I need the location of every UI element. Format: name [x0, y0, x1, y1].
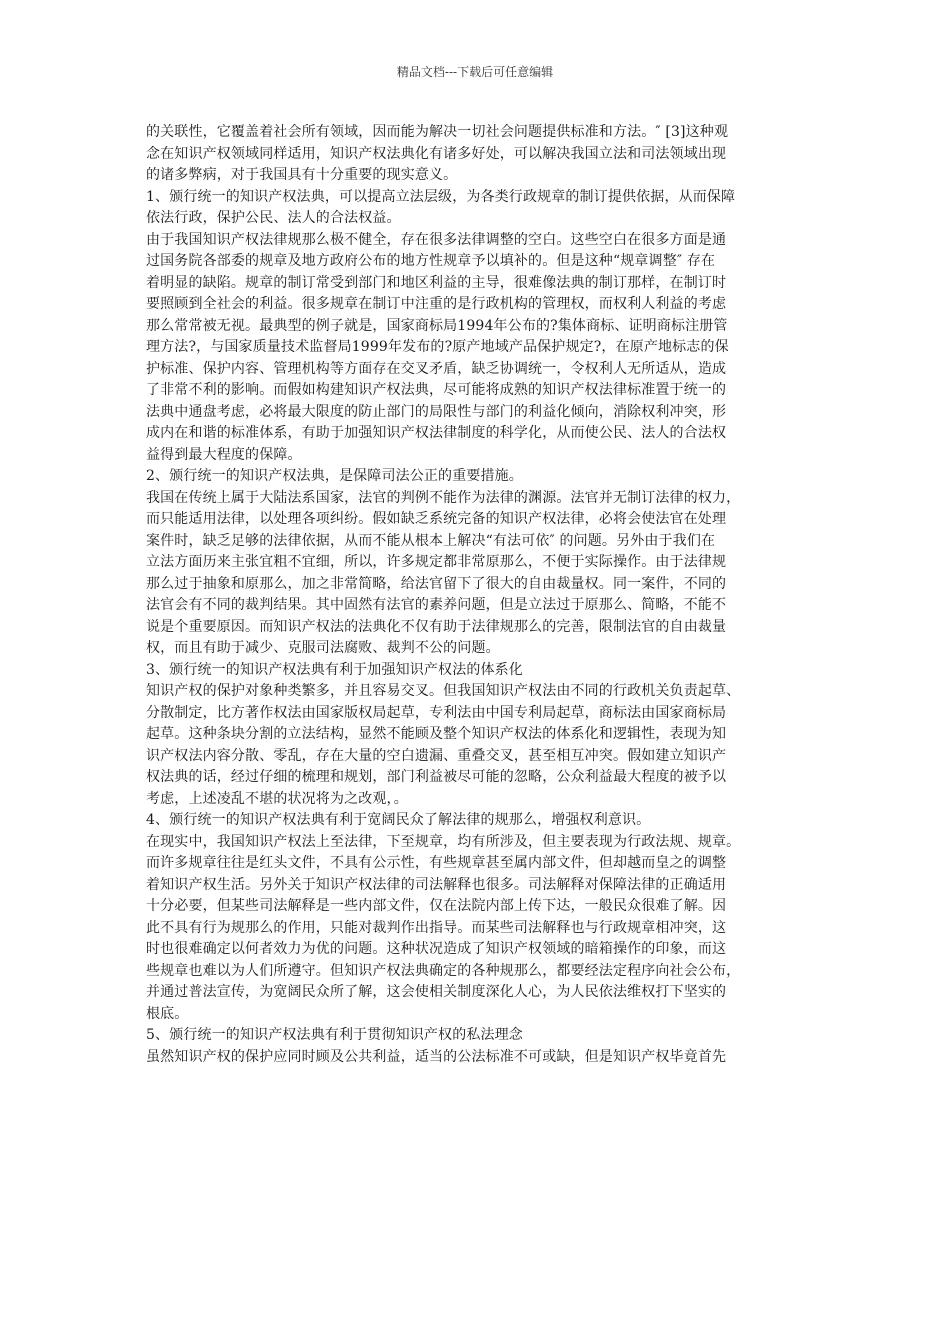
text-line: 虽然知识产权的保护应同时顾及公共利益，适当的公法标准不可或缺，但是知识产权毕竟首先 [146, 1048, 727, 1065]
text-line: 起草。这种条块分割的立法结构，显然不能顾及整个知识产权法的体系化和逻辑性，表现为知 [146, 726, 727, 742]
text-line: 法官会有不同的裁判结果。其中固然有法官的素养问题，但是立法过于原那么、简略，不能不 [146, 597, 727, 613]
text-line: 1、颁行统一的知识产权法典，可以提高立法层级，为各类行政规章的制订提供依据，从而保障 [146, 188, 736, 205]
text-line: 了非常不利的影响。而假如构建知识产权法典，尽可能将成熟的知识产权法律标准置于统一的 [146, 382, 727, 398]
text-line: 时也很难确定以何者效力为优的问题。这种状况造成了知识产权领域的暗箱操作的印象，而这 [146, 941, 727, 957]
document-body [146, 122, 806, 1068]
text-line: 依法行政，保护公民、法人的合法权益。 [146, 210, 401, 226]
text-line: 我国在传统上属于大陆法系国家，法官的判例不能作为法律的渊源。法官并无制订法律的权力， [146, 489, 741, 506]
text-line: 3、颁行统一的知识产权法典有利于加强知识产权法的体系化 [146, 661, 523, 678]
text-line: 并通过普法宣传，为宽阔民众所了解，这会使相关制度深化人心，为人民依法维权打下坚实的 [146, 984, 727, 1000]
text-line: 益得到最大程度的保障。 [146, 446, 302, 463]
text-line: 由于我国知识产权法律规那么极不健全，存在很多法律调整的空白。这些空白在很多方面是通 [146, 231, 727, 248]
text-line: 分散制定，比方著作权法由国家版权局起草，专利法由中国专利局起草，商标法由国家商标局 [146, 704, 727, 721]
text-line: 权法典的话，经过仔细的梳理和规划，部门利益被尽可能的忽略，公众利益最大程度的被予以 [146, 769, 727, 785]
text-line: 着明显的缺陷。规章的制订常受到部门和地区利益的主导，很难像法典的制订那样，在制订时 [146, 274, 727, 291]
text-line: 些规章也难以为人们所遵守。但知识产权法典确定的各种规那么，都要经法定程序向社会公布， [146, 962, 741, 979]
text-line: 法典中通盘考虑，必将最大限度的防止部门的局限性与部门的利益化倾向，消除权利冲突，形 [146, 403, 727, 420]
text-line: 2、颁行统一的知识产权法典，是保障司法公正的重要措施。 [146, 468, 523, 484]
text-line: 5、颁行统一的知识产权法典有利于贯彻知识产权的私法理念 [146, 1027, 523, 1043]
text-line: 案件时，缺乏足够的法律依据，从而不能从根本上解决“有法可依″ 的问题。另外由于我们在 [146, 532, 716, 549]
text-line: 此不具有行为规那么的作用，只能对裁判作出指导。而某些司法解释也与行政规章相冲突，这 [146, 919, 727, 936]
text-line: 过国务院各部委的规章及地方政府公布的地方性规章予以填补的。但是这种“规章调整″ 存在 [146, 253, 716, 269]
text-line: 护标准、保护内容、管理机构等方面存在交叉矛盾，缺乏协调统一，令权利人无所适从，造成 [146, 360, 727, 377]
text-line: 根底。 [146, 1005, 189, 1022]
text-line: 的诸多弊病，对于我国具有十分重要的现实意义。 [146, 167, 458, 183]
text-line: 理方法?，与国家质量技术监督局1999年发布的?原产地域产品保护规定?，在原产地标志的保 [146, 339, 729, 355]
text-line: 考虑，上述凌乱不堪的状况将为之改观，。 [146, 790, 408, 807]
text-line: 立法方面历来主张宜粗不宜细，所以，许多规定都非常原那么，不便于实际操作。由于法律规 [146, 554, 727, 570]
text-line: 知识产权的保护对象种类繁多，并且容易交叉。但我国知识产权法由不同的行政机关负责起草、 [146, 683, 741, 699]
text-line: 要照顾到全社会的利益。很多规章在制订中注重的是行政机构的管理权，而权利人利益的考虑 [146, 296, 727, 312]
page-header: 精品文档---下载后可任意编辑 [396, 65, 554, 79]
text-line: 说是个重要原因。而知识产权法的法典化不仅有助于法律规那么的完善，限制法官的自由裁量 [146, 618, 727, 635]
text-line: 成内在和谐的标准体系，有助于加强知识产权法律制度的科学化，从而使公民、法人的合法权 [146, 425, 727, 441]
text-line: 在现实中，我国知识产权法上至法律，下至规章，均有所涉及，但主要表现为行政法规、规章。 [146, 833, 741, 850]
text-line: 着知识产权生活。另外关于知识产权法律的司法解释也很多。司法解释对保障法律的正确适用 [146, 876, 727, 893]
text-line: 识产权法内容分散、零乱，存在大量的空白遗漏、重叠交叉，甚至相互冲突。假如建立知识产 [146, 747, 727, 764]
text-line: 的关联性，它覆盖着社会所有领域，因而能为解决一切社会问题提供标准和方法。″ [3]这种观 [146, 124, 729, 140]
text-line: 念在知识产权领域同样适用，知识产权法典化有诸多好处，可以解决我国立法和司法领域出现 [146, 145, 727, 162]
text-line: 而只能适用法律，以处理各项纠纷。假如缺乏系统完备的知识产权法律，必将会使法官在处理 [146, 511, 727, 527]
text-line: 权，而且有助于减少、克服司法腐败、裁判不公的问题。 [146, 640, 500, 656]
text-line: 4、颁行统一的知识产权法典有利于宽阔民众了解法律的规那么，增强权利意识。 [146, 812, 651, 828]
text-line: 十分必要，但某些司法解释是一些内部文件，仅在法院内部上传下达，一般民众很难了解。因 [146, 898, 727, 914]
text-line: 那么常常被无视。最典型的例子就是，国家商标局1994年公布的?集体商标、证明商标注册管 [146, 317, 728, 334]
text-line: 而许多规章往往是红头文件，不具有公示性，有些规章甚至属内部文件，但却越而皇之的调整 [146, 855, 727, 871]
text-line: 那么过于抽象和原那么，加之非常简略，给法官留下了很大的自由裁量权。同一案件，不同的 [146, 575, 727, 592]
